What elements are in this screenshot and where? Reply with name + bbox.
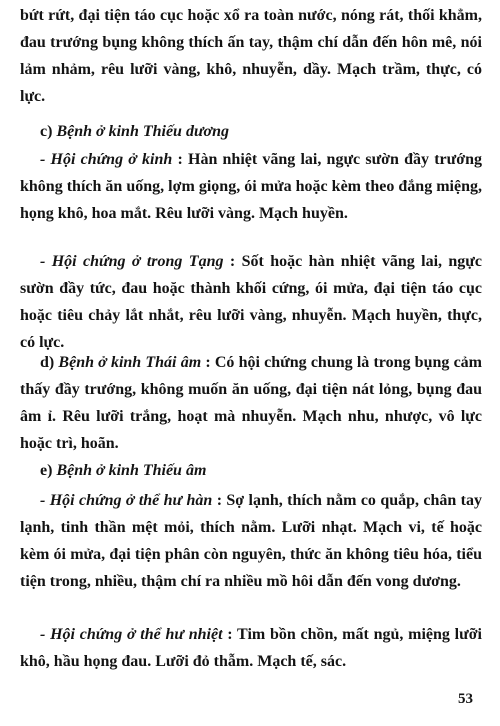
text-hoi-chung-o-kinh: : Hàn nhiệt vãng lai, ngực sườn đầy trướng không thích ăn uống, lợm giọng, ói mửa hoặc kèm theo đắng miệng, họng khô, hoa mắt. Rêu lưỡi vàng. Mạch huyền. (20, 151, 483, 222)
term-hoi-chung-o-trong-tang: - Hội chứng ở trong Tạng (40, 253, 224, 270)
heading-c-prefix: c) (40, 123, 57, 140)
paragraph-the-hu-nhiet (20, 621, 482, 675)
text-hoi-chung-o-trong-tang: : Sốt hoặc hàn nhiệt vãng lai, ngực sườn đầy tức, đau hoặc thành khối cứng, ói mửa, đại tiện táo cục hoặc tiêu chảy lắt nhắt, rêu lưỡi vàng, nhuyễn. Mạch huyền, thực, có lực. (20, 253, 483, 351)
thai-am-prefix: d) (40, 354, 59, 371)
term-the-hu-han: - Hội chứng ở thể hư hàn (40, 492, 213, 509)
page-number: 53 (458, 691, 473, 707)
paragraph-hoi-chung-o-kinh (20, 146, 482, 227)
paragraph-the-hu-han (20, 487, 482, 595)
text-the-hu-nhiet: : Tim bồn chồn, mất ngủ, miệng lưỡi khô, hầu họng đau. Lưỡi đỏ thẫm. Mạch tế, sác. (20, 626, 482, 670)
term-the-hu-nhiet: - Hội chứng ở thể hư nhiệt (40, 626, 223, 643)
paragraph-continuation: bứt rứt, đại tiện táo cục hoặc xổ ra toàn nước, nóng rát, thối khẳm, đau trướng bụng không thích ấn tay, thậm chí dẫn đến hôn mê, nói lảm nhảm, rêu lưỡi vàng, khô, nhuyễn, dầy. Mạch trầm, thực, có lực. (20, 7, 482, 105)
heading-c-title: Bệnh ở kinh Thiếu dương (56, 123, 230, 140)
heading-e-prefix: e) (40, 462, 57, 479)
paragraph-hoi-chung-o-trong-tang (20, 248, 482, 356)
text-thai-am: : Có hội chứng chung là trong bụng cảm thấy đầy trướng, không muốn ăn uống, đại tiện nát lỏng, bụng đau âm ỉ. Rêu lưỡi trắng, hoạt mà nhuyễn. Mạch nhu, nhược, vô lực hoặc trì, hoãn. (20, 354, 482, 452)
section-heading-c (40, 118, 482, 145)
text-the-hu-han: : Sợ lạnh, thích nằm co quắp, chân tay lạnh, tinh thần mệt mỏi, thích nằm. Lưỡi nhạt. Mạch vi, tế hoặc kèm ói mửa, đại tiện phân còn nguyên, thức ăn không tiêu hóa, tiểu tiện trong, nhiều, thậm chí ra nhiều mồ hôi dẫn đến vong dương. (20, 492, 483, 590)
term-hoi-chung-o-kinh: - Hội chứng ở kinh (40, 151, 173, 168)
heading-e-title: Bệnh ở kinh Thiếu âm (56, 462, 207, 479)
term-thai-am: Bệnh ở kinh Thái âm (58, 354, 202, 371)
paragraph-thai-am (20, 349, 482, 457)
section-heading-e (40, 457, 482, 484)
